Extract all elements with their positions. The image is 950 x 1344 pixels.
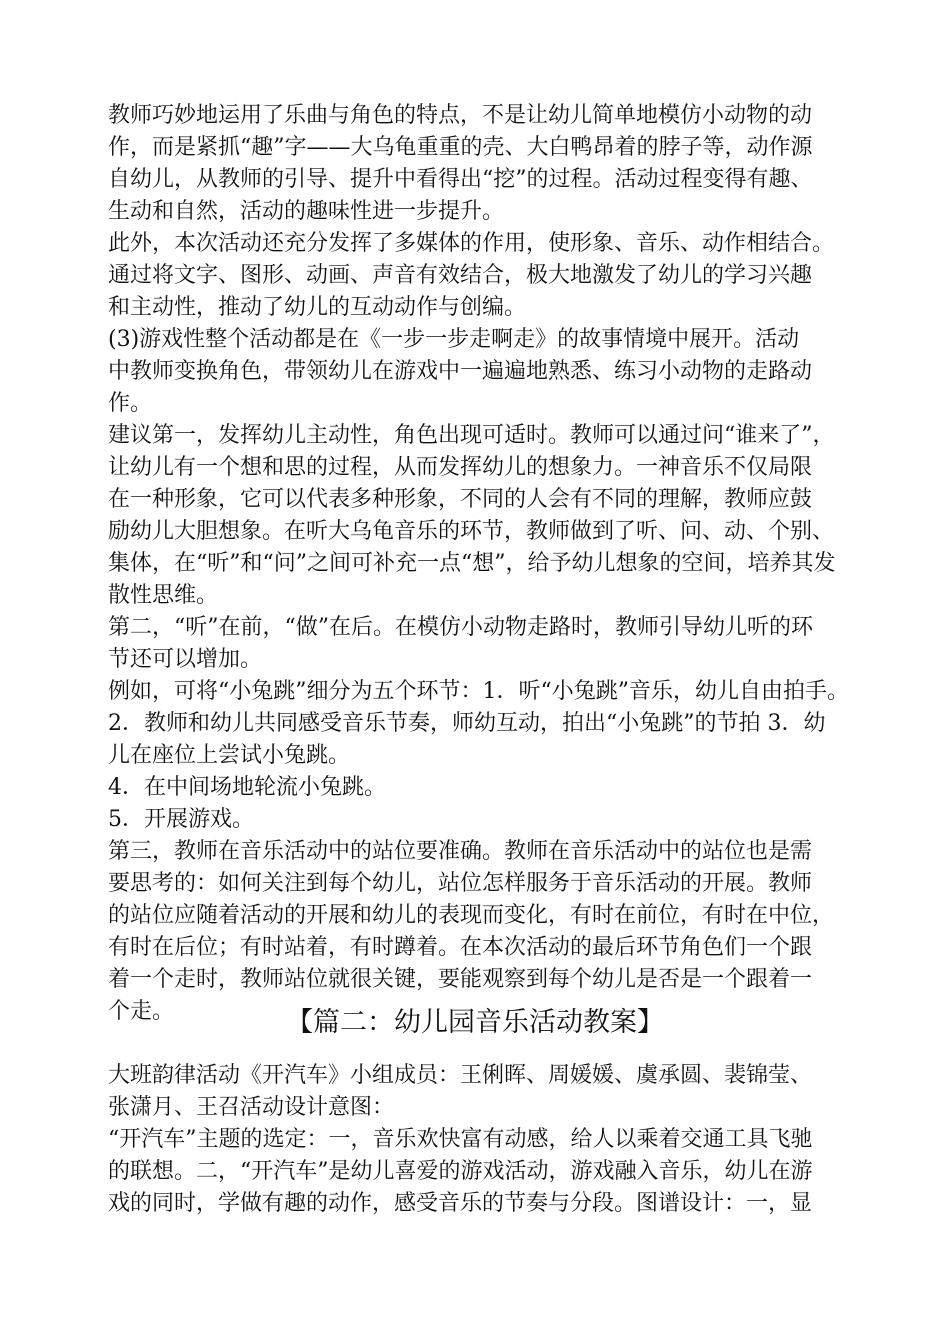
- text-line: 个走。: [108, 999, 175, 1024]
- text-line: 生动和自然，活动的趣味性进一步提升。: [108, 199, 505, 224]
- text-line: 散性思维。: [108, 583, 219, 608]
- text-line: 第三，教师在音乐活动中的站位要准确。教师在音乐活动中的站位也是需: [108, 839, 813, 864]
- text-line: 节还可以增加。: [108, 647, 263, 672]
- text-line: 5．开展游戏。: [108, 807, 254, 832]
- text-line: 教师巧妙地运用了乐曲与角色的特点，不是让幼儿简单地模仿小动物的动: [108, 103, 813, 128]
- text-line: 通过将文字、图形、动画、声音有效结合，极大地激发了幼儿的学习兴趣: [108, 263, 813, 288]
- text-line: (3)游戏性整个活动都是在《一步一步走啊走》的故事情境中展开。活动: [108, 327, 800, 352]
- text-line: 4．在中间场地轮流小兔跳。: [108, 775, 386, 800]
- text-line: 此外，本次活动还充分发挥了多媒体的作用，使形象、音乐、动作相结合。: [108, 231, 835, 256]
- text-line: 和主动性，推动了幼儿的互动动作与创编。: [108, 295, 527, 320]
- text-line: 2．教师和幼儿共同感受音乐节奏，师幼互动，拍出“小兔跳”的节拍 3．幼: [108, 711, 826, 736]
- text-line: 要思考的：如何关注到每个幼儿，站位怎样服务于音乐活动的开展。教师: [108, 871, 813, 896]
- text-line: 第二，“听”在前，“做”在后。在模仿小动物走路时，教师引导幼儿听的环: [108, 615, 813, 640]
- section-heading: 【篇二：幼儿园音乐活动教案】: [286, 1007, 664, 1038]
- text-line: 大班韵律活动《开汽车》小组成员：王俐晖、周媛媛、虞承圆、裴锦莹、: [108, 1063, 813, 1088]
- text-line: 建议第一，发挥幼儿主动性，角色出现可适时。教师可以通过问“谁来了”，: [108, 423, 835, 448]
- text-line: 作。: [108, 391, 153, 416]
- section-two-body: [108, 1060, 878, 1220]
- text-line: 作，而是紧抓“趣”字——大乌龟重重的壳、大白鸭昂着的脖子等，动作源: [108, 135, 813, 160]
- text-line: 在一种形象，它可以代表多种形象，不同的人会有不同的理解，教师应鼓: [108, 487, 813, 512]
- text-line: 有时在后位；有时站着，有时蹲着。在本次活动的最后环节角色们一个跟: [108, 935, 813, 960]
- text-line: 励幼儿大胆想象。在听大乌龟音乐的环节，教师做到了听、问、动、个别、: [108, 519, 835, 544]
- text-line: 的联想。二，“开汽车”是幼儿喜爱的游戏活动，游戏融入音乐，幼儿在游: [108, 1159, 813, 1184]
- text-line: 中教师变换角色，带领幼儿在游戏中一遍遍地熟悉、练习小动物的走路动: [108, 359, 813, 384]
- text-line: 例如，可将“小兔跳”细分为五个环节：1．听“小兔跳”音乐，幼儿自由拍手。: [108, 679, 849, 704]
- text-line: “开汽车”主题的选定：一，音乐欢快富有动感，给人以乘着交通工具飞驰: [108, 1127, 813, 1152]
- document-body: [108, 100, 878, 1028]
- text-line: 的站位应随着活动的开展和幼儿的表现而变化，有时在前位，有时在中位，: [108, 903, 835, 928]
- text-line: 集体，在“听”和“问”之间可补充一点“想”，给予幼儿想象的空间，培养其发: [108, 551, 836, 576]
- text-line: 张潇月、王召活动设计意图：: [108, 1095, 395, 1120]
- text-line: 自幼儿，从教师的引导、提升中看得出“挖”的过程。活动过程变得有趣、: [108, 167, 813, 192]
- text-line: 着一个走时，教师站位就很关键，要能观察到每个幼儿是否是一个跟着一: [108, 967, 813, 992]
- text-line: 让幼儿有一个想和思的过程，从而发挥幼儿的想象力。一神音乐不仅局限: [108, 455, 813, 480]
- text-line: 戏的同时，学做有趣的动作，感受音乐的节奏与分段。图谱设计：一，显: [108, 1191, 813, 1216]
- text-line: 儿在座位上尝试小兔跳。: [108, 743, 351, 768]
